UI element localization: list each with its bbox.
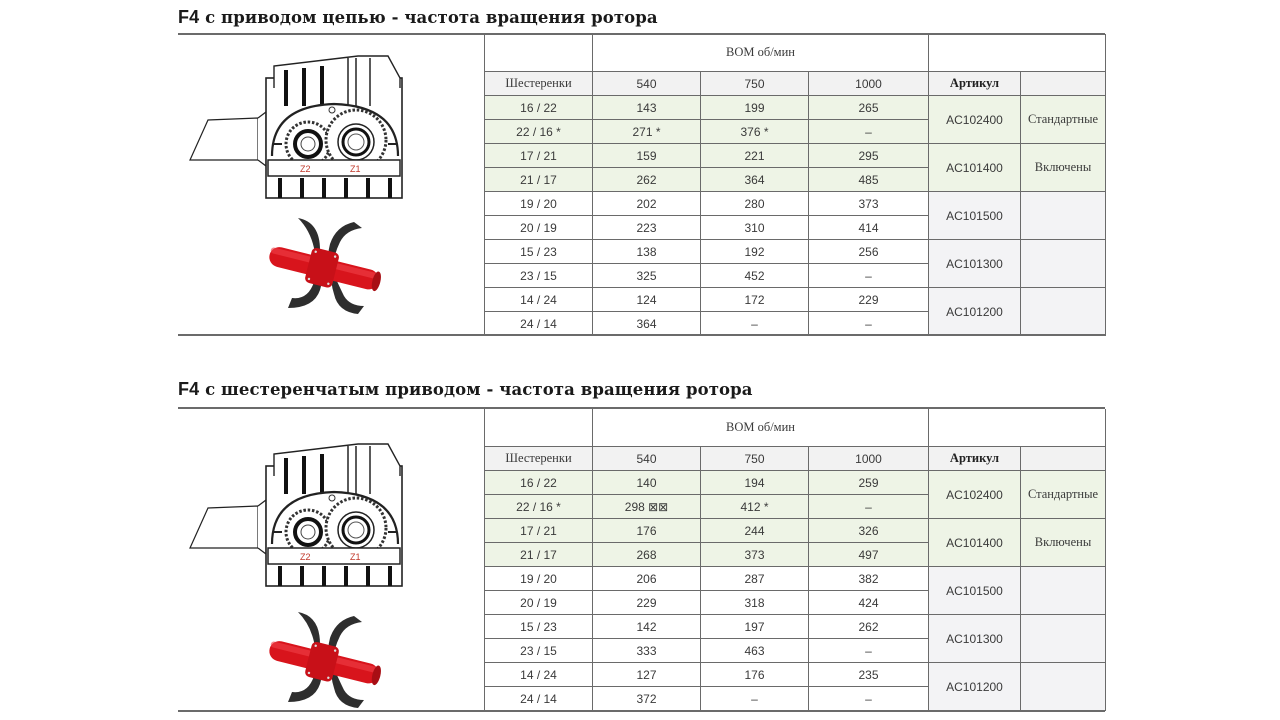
article-note-cell	[1021, 567, 1106, 615]
header-row-columns	[485, 447, 1106, 471]
table-row	[485, 240, 1106, 264]
rpm-1000-cell: 485	[809, 168, 929, 192]
rpm-750-cell: 199	[701, 96, 809, 120]
section-bottom-rule	[178, 710, 1105, 712]
gear-ratio-cell: 14 / 24	[485, 288, 593, 312]
rpm-540-cell: 271 *	[593, 120, 701, 144]
col-header-article: Артикул	[929, 447, 1021, 471]
gear-ratio-cell: 24 / 14	[485, 312, 593, 336]
table-row	[485, 567, 1106, 591]
gear-label-z2: Z2	[300, 164, 311, 174]
col-header-540: 540	[593, 72, 701, 96]
rpm-540-cell: 206	[593, 567, 701, 591]
table-row	[485, 663, 1106, 687]
rpm-1000-cell: –	[809, 120, 929, 144]
article-note-cell	[1021, 288, 1106, 336]
rpm-1000-cell: 256	[809, 240, 929, 264]
gear-ratio-cell: 23 / 15	[485, 639, 593, 663]
rpm-540-cell: 333	[593, 639, 701, 663]
table-row	[485, 471, 1106, 495]
rpm-750-cell: 197	[701, 615, 809, 639]
rpm-750-cell: 463	[701, 639, 809, 663]
rpm-750-cell: 172	[701, 288, 809, 312]
rpm-540-cell: 159	[593, 144, 701, 168]
title-text: с приводом цепью - частота вращения ротора	[199, 8, 658, 27]
rotor-illustration	[258, 602, 388, 712]
gear-label-z1: Z1	[350, 552, 361, 562]
rpm-750-cell: 364	[701, 168, 809, 192]
gear-ratio-cell: 16 / 22	[485, 96, 593, 120]
col-header-750: 750	[701, 447, 809, 471]
article-code-cell: AC101400	[929, 144, 1021, 192]
rpm-540-cell: 140	[593, 471, 701, 495]
rotor-illustration	[258, 208, 388, 318]
rpm-540-cell: 138	[593, 240, 701, 264]
table-row	[485, 96, 1106, 120]
rpm-540-cell: 176	[593, 519, 701, 543]
gear-ratio-cell: 19 / 20	[485, 567, 593, 591]
table-body	[485, 471, 1106, 711]
header-row-pto	[485, 409, 1106, 447]
gear-ratio-cell: 20 / 19	[485, 216, 593, 240]
rpm-540-cell: 298 ⊠⊠	[593, 495, 701, 519]
article-note-cell: Стандартные	[1021, 96, 1106, 144]
table-body	[485, 96, 1106, 336]
rpm-540-cell: 325	[593, 264, 701, 288]
article-note-cell	[1021, 615, 1106, 663]
col-header-1000: 1000	[809, 72, 929, 96]
rpm-1000-cell: 295	[809, 144, 929, 168]
gear-ratio-cell: 19 / 20	[485, 192, 593, 216]
gearbox-illustration	[188, 436, 408, 591]
rpm-750-cell: 287	[701, 567, 809, 591]
rpm-750-cell: 176	[701, 663, 809, 687]
article-code-cell: AC101200	[929, 663, 1021, 711]
gear-ratio-cell: 21 / 17	[485, 543, 593, 567]
rpm-750-cell: –	[701, 687, 809, 711]
col-header-article: Артикул	[929, 72, 1021, 96]
rpm-540-cell: 372	[593, 687, 701, 711]
article-code-cell: AC101300	[929, 615, 1021, 663]
table-row	[485, 144, 1106, 168]
rpm-1000-cell: –	[809, 264, 929, 288]
rpm-540-cell: 229	[593, 591, 701, 615]
section-title	[178, 379, 753, 400]
rpm-1000-cell: 497	[809, 543, 929, 567]
rotor-speed-table	[484, 409, 1106, 711]
article-code-cell: AC101500	[929, 567, 1021, 615]
rpm-1000-cell: 326	[809, 519, 929, 543]
rpm-1000-cell: 382	[809, 567, 929, 591]
rpm-1000-cell: 262	[809, 615, 929, 639]
article-code-cell: AC101400	[929, 519, 1021, 567]
rpm-750-cell: 412 *	[701, 495, 809, 519]
col-header-750: 750	[701, 72, 809, 96]
rpm-750-cell: 221	[701, 144, 809, 168]
article-note-cell: Стандартные	[1021, 471, 1106, 519]
rpm-750-cell: –	[701, 312, 809, 336]
article-note-cell: Включены	[1021, 519, 1106, 567]
title-text: с шестеренчатым приводом - частота вращения ротора	[199, 380, 753, 399]
gear-ratio-cell: 22 / 16 *	[485, 495, 593, 519]
gear-ratio-cell: 17 / 21	[485, 144, 593, 168]
rpm-1000-cell: –	[809, 687, 929, 711]
article-note-cell	[1021, 663, 1106, 711]
gear-label-z2: Z2	[300, 552, 311, 562]
rpm-750-cell: 310	[701, 216, 809, 240]
rpm-750-cell: 373	[701, 543, 809, 567]
header-row-pto	[485, 34, 1106, 72]
rpm-540-cell: 127	[593, 663, 701, 687]
table-row	[485, 288, 1106, 312]
rpm-1000-cell: 235	[809, 663, 929, 687]
gear-ratio-cell: 16 / 22	[485, 471, 593, 495]
section-bottom-rule	[178, 334, 1105, 336]
rpm-540-cell: 142	[593, 615, 701, 639]
pto-header: ВОМ об/мин	[593, 34, 929, 72]
rpm-540-cell: 364	[593, 312, 701, 336]
rpm-1000-cell: 265	[809, 96, 929, 120]
rpm-750-cell: 244	[701, 519, 809, 543]
table-row	[485, 192, 1106, 216]
gear-ratio-cell: 14 / 24	[485, 663, 593, 687]
rpm-1000-cell: –	[809, 312, 929, 336]
article-note-cell: Включены	[1021, 144, 1106, 192]
title-model: F4	[178, 7, 200, 27]
rpm-540-cell: 268	[593, 543, 701, 567]
gear-label-z1: Z1	[350, 164, 361, 174]
col-header-gears: Шестеренки	[485, 447, 593, 471]
rpm-540-cell: 124	[593, 288, 701, 312]
article-code-cell: AC101300	[929, 240, 1021, 288]
rotor-speed-table	[484, 34, 1106, 336]
section-title	[178, 7, 658, 28]
rpm-1000-cell: –	[809, 495, 929, 519]
rpm-1000-cell: –	[809, 639, 929, 663]
rpm-540-cell: 143	[593, 96, 701, 120]
rpm-750-cell: 376 *	[701, 120, 809, 144]
rpm-540-cell: 223	[593, 216, 701, 240]
pto-header: ВОМ об/мин	[593, 409, 929, 447]
gear-ratio-cell: 17 / 21	[485, 519, 593, 543]
article-note-cell	[1021, 192, 1106, 240]
col-header-1000: 1000	[809, 447, 929, 471]
gear-ratio-cell: 15 / 23	[485, 240, 593, 264]
rpm-1000-cell: 414	[809, 216, 929, 240]
rpm-540-cell: 262	[593, 168, 701, 192]
article-code-cell: AC101500	[929, 192, 1021, 240]
rpm-750-cell: 318	[701, 591, 809, 615]
article-code-cell: AC102400	[929, 471, 1021, 519]
col-header-540: 540	[593, 447, 701, 471]
gearbox-illustration	[188, 48, 408, 203]
rpm-540-cell: 202	[593, 192, 701, 216]
rpm-750-cell: 280	[701, 192, 809, 216]
gear-ratio-cell: 20 / 19	[485, 591, 593, 615]
rpm-1000-cell: 259	[809, 471, 929, 495]
header-row-columns	[485, 72, 1106, 96]
col-header-gears: Шестеренки	[485, 72, 593, 96]
gear-ratio-cell: 22 / 16 *	[485, 120, 593, 144]
gear-ratio-cell: 23 / 15	[485, 264, 593, 288]
table-row	[485, 615, 1106, 639]
rpm-750-cell: 192	[701, 240, 809, 264]
rpm-750-cell: 194	[701, 471, 809, 495]
gear-ratio-cell: 15 / 23	[485, 615, 593, 639]
rpm-1000-cell: 424	[809, 591, 929, 615]
article-code-cell: AC102400	[929, 96, 1021, 144]
rpm-750-cell: 452	[701, 264, 809, 288]
title-model: F4	[178, 379, 200, 399]
gear-ratio-cell: 21 / 17	[485, 168, 593, 192]
gear-ratio-cell: 24 / 14	[485, 687, 593, 711]
article-note-cell	[1021, 240, 1106, 288]
rpm-1000-cell: 229	[809, 288, 929, 312]
rpm-1000-cell: 373	[809, 192, 929, 216]
table-row	[485, 519, 1106, 543]
article-code-cell: AC101200	[929, 288, 1021, 336]
